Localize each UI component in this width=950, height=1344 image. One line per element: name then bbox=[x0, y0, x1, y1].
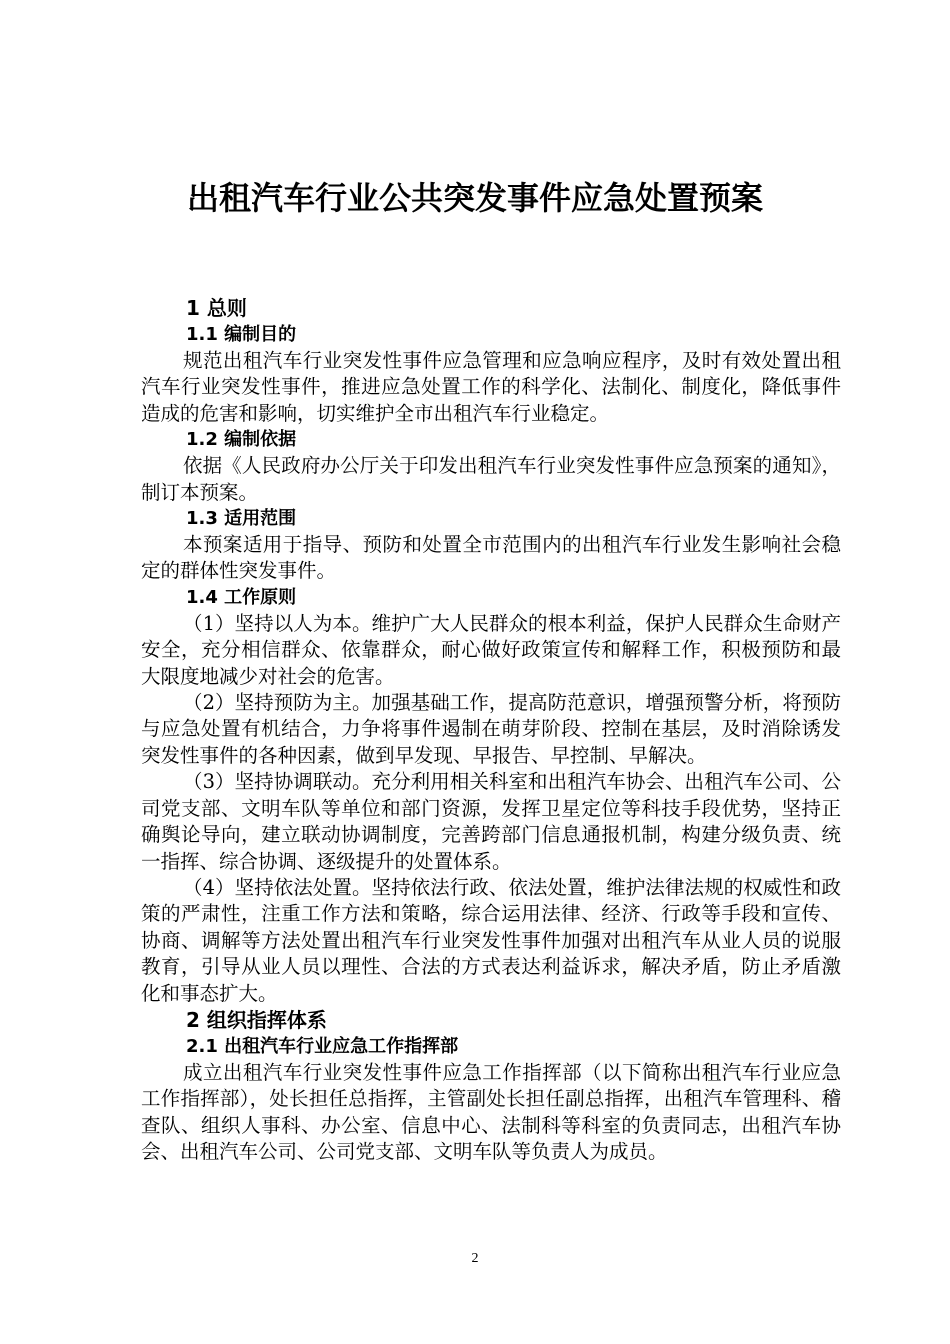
paragraph-1-1: 规范出租汽车行业突发性事件应急管理和应急响应程序，及时有效处置出租汽车行业突发性事件，推进应急处置工作的科学化、法制化、制度化，降低事件造成的危害和影响，切实维护全市出租汽车行业稳定。 bbox=[141, 349, 841, 425]
section-heading-1-2: 1.2 编制依据 bbox=[186, 429, 297, 451]
paragraph-1-4-2: （2）坚持预防为主。加强基础工作，提高防范意识，增强预警分析，将预防与应急处置有机结合，力争将事件遏制在萌芽阶段、控制在基层，及时消除诱发突发性事件的各种因素，做到早发现、早报告、早控制、早解决。 bbox=[141, 691, 841, 767]
paragraph-1-4-1: （1）坚持以人为本。维护广大人民群众的根本利益，保护人民群众生命财产安全，充分相信群众、依靠群众，耐心做好政策宣传和解释工作，积极预防和最大限度地减少对社会的危害。 bbox=[141, 611, 841, 688]
paragraph-2-1: 成立出租汽车行业突发性事件应急工作指挥部（以下简称出租汽车行业应急工作指挥部），处长担任总指挥，主管副处长担任副总指挥，出租汽车管理科、稽查队、组织人事科、办公室、信息中心、法制科等科室的负责同志，出租汽车协会、出租汽车公司、公司党支部、文明车队等负责人为成员。 bbox=[141, 1060, 841, 1164]
document-body bbox=[141, 295, 841, 1166]
paragraph-1-3: 本预案适用于指导、预防和处置全市范围内的出租汽车行业发生影响社会稳定的群体性突发事件。 bbox=[141, 533, 841, 583]
section-heading-1: 1 总则 bbox=[186, 296, 247, 320]
paragraph-1-4-4: （4）坚持依法处置。坚持依法行政、依法处置，维护法律法规的权威性和政策的严肃性，注重工作方法和策略，综合运用法律、经济、行政等手段和宣传、协商、调解等方法处置出租汽车行业突发性事件加强对出租汽车从业人员的说服教育，引导从业人员以理性、合法的方式表达利益诉求，解决矛盾，防止矛盾激化和事态扩大。 bbox=[141, 875, 841, 1005]
paragraph-1-2: 依据《人民政府办公厅关于印发出租汽车行业突发性事件应急预案的通知》，制订本预案。 bbox=[141, 454, 841, 504]
section-heading-1-3: 1.3 适用范围 bbox=[186, 508, 297, 530]
paragraph-1-4-3: （3）坚持协调联动。充分利用相关科室和出租汽车协会、出租汽车公司、公司党支部、文明车队等单位和部门资源，发挥卫星定位等科技手段优势，坚持正确舆论导向，建立联动协调制度，完善跨部门信息通报机制，构建分级负责、统一指挥、综合协调、逐级提升的处置体系。 bbox=[141, 770, 841, 873]
page-number: 2 bbox=[471, 1251, 479, 1266]
section-heading-1-4: 1.4 工作原则 bbox=[186, 586, 297, 608]
page-title: 出租汽车行业公共突发事件应急处置预案 bbox=[186, 179, 763, 217]
section-heading-2: 2 组织指挥体系 bbox=[186, 1007, 327, 1032]
section-heading-1-1: 1.1 编制目的 bbox=[186, 324, 297, 345]
section-heading-2-1: 2.1 出租汽车行业应急工作指挥部 bbox=[186, 1035, 459, 1057]
